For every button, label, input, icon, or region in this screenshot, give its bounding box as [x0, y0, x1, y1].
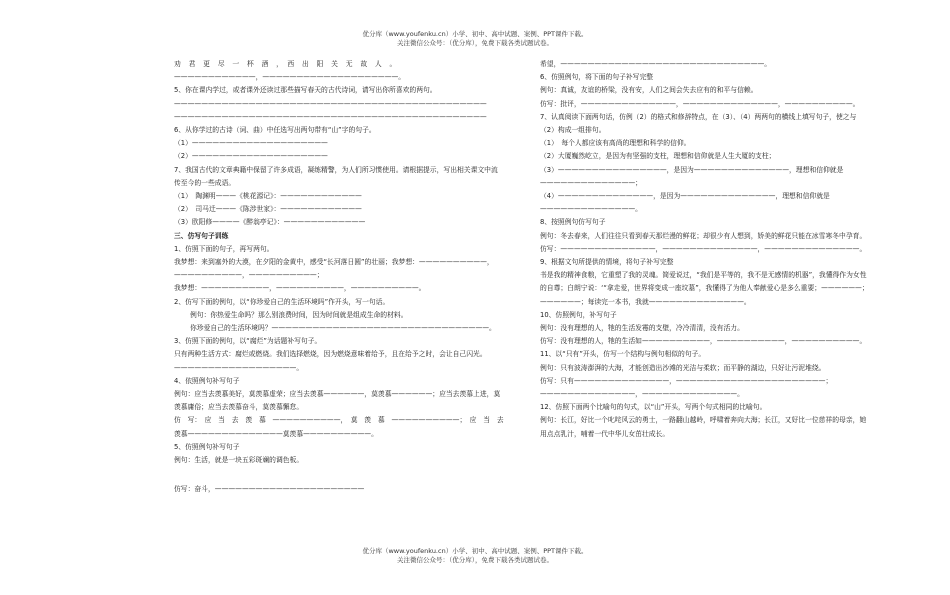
- left-column: [174, 58, 511, 497]
- exercise-8-example: 例句：冬去春来，人们往往只看到春天那烂漫的鲜花；却很少有人想到，娇美的鲜花只能在冰雪寒冬中孕育。: [540, 231, 867, 240]
- exercise-5: 5、仿照例句补写句子: [174, 442, 240, 451]
- exercise-9-text: 书是我的精神食粮，它重塑了我的灵魂。简爱说过，“我们是平等的，我不是无感情的机器”，我懂得作为女性的自尊；白朗宁说：‘“拿走爱，世界将变成一座坟墓”，我懂得了为他人奉献爱心是多么重要；——————；——————；每读完一本书，我就——————————————。: [540, 271, 869, 306]
- right-column: [540, 58, 870, 441]
- exercise-4: 4、依照例句补写句子: [174, 376, 240, 385]
- exercise-1: 1、仿照下面的句子，再写两句。: [174, 244, 274, 253]
- exercise-6-answer: 仿写：批评，——————————————，——————————————，——————————。: [540, 99, 860, 108]
- exercise-5-example: 例句：生活，就是一块五彩斑斓的调色板。: [174, 456, 304, 465]
- poem-line: 劝 君 更 尽 一 杯 酒 ， 西 出 阳 关 无 故 人 。: [174, 60, 397, 68]
- exercise-5-answer-cont: 希望，——————————————————————————————。: [540, 60, 772, 68]
- exercise-9: 9、根据文句所提供的情境，将句子补写完整: [540, 258, 674, 267]
- idiom-item-2: （2） 司马迁———《陈涉世家》：————————————: [174, 205, 362, 214]
- exercise-10-example: 例句：没有理想的人，牠的生活发霉的支壁，冷冷清清，没有活力。: [540, 324, 744, 333]
- answer-2: （2）————————————————————: [174, 152, 328, 161]
- exercise-7-item-3: （3）————————————————，是因为——————————————，理想和信仰就是——————————————；: [540, 165, 844, 187]
- question-5: 5、你在课内学过，或者课外还读过那些描写春天的古代诗词，请写出你所喜欢的两句。: [174, 86, 437, 95]
- exercise-3: 3、仿照下面的例句，以“腐烂”为话题补写句子。: [174, 337, 322, 346]
- question-6: 6、从你学过的古诗（词、曲）中任选写出两句带有“山”字的句子。: [174, 126, 376, 135]
- exercise-4-answer: 仿 写： 应 当 去 羡 慕 ——————————， 莫 羡 慕 ——————————； 应 当 去 羡慕——————————————莫羡慕——————————。: [174, 416, 511, 438]
- exercise-8-answer: 仿写：——————————————，——————————————，——————————————。: [540, 244, 867, 253]
- exercise-2-answer: 你珍爱自己的生活环境吗？————————————————————————————————。: [190, 324, 496, 333]
- footer-line-1: 优分库（www.youfenku.cn）小学、初中、高中试题、案例、PPT课件下载。: [362, 547, 588, 555]
- answer-blank-line: ——————————————————————————————————————————————: [174, 99, 487, 108]
- exercise-1-text: 我梦想：来到塞外的大漠，在夕阳的金黄中，感受“长河落日圆”的壮丽；我梦想：——————————，——————————，——————————；: [174, 258, 494, 280]
- exercise-3-text: 只有两种生活方式：腐烂或燃烧。我们选择燃烧，因为燃烧意味着给予，且在给予之时，会让自己闪光。——————————————————。: [174, 350, 487, 372]
- exercise-8: 8、按照例句仿写句子: [540, 218, 606, 227]
- exercise-2: 2、仿写下面的例句，以“你珍爱自己的生活环境吗”作开头，写一句话。: [174, 297, 390, 306]
- exercise-6: 6、仿照例句，将下面的句子补写完整: [540, 73, 654, 82]
- exercise-11-example: 例句：只有波涛澎湃的大海，才能创造出沙滩的光洁与柔软；而平静的湖边，只好让污泥堆绕。: [540, 363, 826, 372]
- exercise-7-item-1: （1） 每个人都应该有高尚的理想和科学的信仰。: [540, 139, 691, 148]
- header-line-2: 关注微信公众号：（优分库），免费下载各类试题试卷。: [397, 39, 553, 47]
- section-heading: 三、仿写句子训练: [174, 231, 229, 240]
- answer-1: （1）————————————————————: [174, 139, 328, 148]
- header-line-1: 优分库（www.youfenku.cn）小学、初中、高中试题、案例、PPT课件下载。: [362, 30, 588, 38]
- question-7: 7、我国古代的文章典籍中保留了许多成语，凝练精警，为人们所习惯使用。请根据提示，写出相关课文中流传至今的一些成语。: [174, 165, 498, 187]
- exercise-12-example: 例句：长江，好比一个叱咤风云的勇士，一路翻山越岭，呼啸着奔向大海；长江，又好比一位慈祥的母亲，她用点点乳汁，哺着一代中华儿女茁壮成长。: [540, 416, 867, 438]
- exercise-7: 7、认真阅读下面两句话，仿例（2）的格式和修辞特点，在（3）、（4）两两句的横线上填写句子，使之与（2）构成一组排句。: [540, 112, 857, 135]
- footer-line-2: 关注微信公众号：（优分库），免费下载各类试题试卷。: [397, 556, 553, 564]
- exercise-12: 12、仿照下面两个比喻句的句式，以“山”开头，写两个句式相同的比喻句。: [540, 403, 767, 412]
- exercise-7-item-2: （2）大厦巍然屹立，是因为有坚强的支柱，理想和信仰就是人生大厦的支柱；: [540, 152, 776, 161]
- exercise-5-answer: 仿写：奋斗，——————————————————————: [174, 485, 365, 494]
- idiom-item-3: （3）欧阳修————《醉翁亭记》：————————————: [174, 218, 366, 227]
- page-footer: [0, 547, 950, 565]
- exercise-10-answer: 仿写：没有理想的人，牠的生活如——————————，——————————，——————————。: [540, 337, 867, 346]
- exercise-1-blank: 我梦想：——————————，——————————，——————————。: [174, 284, 426, 293]
- exercise-4-example: 例句：应当去羡慕美好，莫羡慕虚荣；应当去羡慕——————，莫羡慕——————；应当去羡慕上进，莫羡慕庸俗；应当去羡慕奋斗，莫羡慕懈怠。: [174, 390, 501, 412]
- exercise-2-example: 例句：你热爱生命吗？那么别浪费时间，因为时间就是组成生命的材料。: [190, 310, 408, 319]
- exercise-7-item-4: （4）——————————————，是因为——————————————，理想和信仰就是——————————————。: [540, 192, 830, 214]
- idiom-item-1: （1） 陶渊明———《桃花源记》：————————————: [174, 192, 362, 201]
- page-header: [0, 30, 950, 48]
- exercise-11-answer: 仿写：只有——————————————，——————————————————————；——————————————，——————————————。: [540, 376, 833, 399]
- answer-blank-line: ——————————————————————————————————————————————: [174, 112, 487, 121]
- exercise-6-example: 例句：真诚，友谊的桥梁，没有安，人们之间会失去应有的和平与信赖。: [540, 86, 758, 95]
- exercise-11: 11、以“只有”开头，仿写一个结构与例句相似的句子。: [540, 350, 706, 359]
- answer-blank-line: ————————————，————————————————————。: [174, 73, 406, 82]
- exercise-10: 10、仿照例句，补写句子: [540, 310, 617, 319]
